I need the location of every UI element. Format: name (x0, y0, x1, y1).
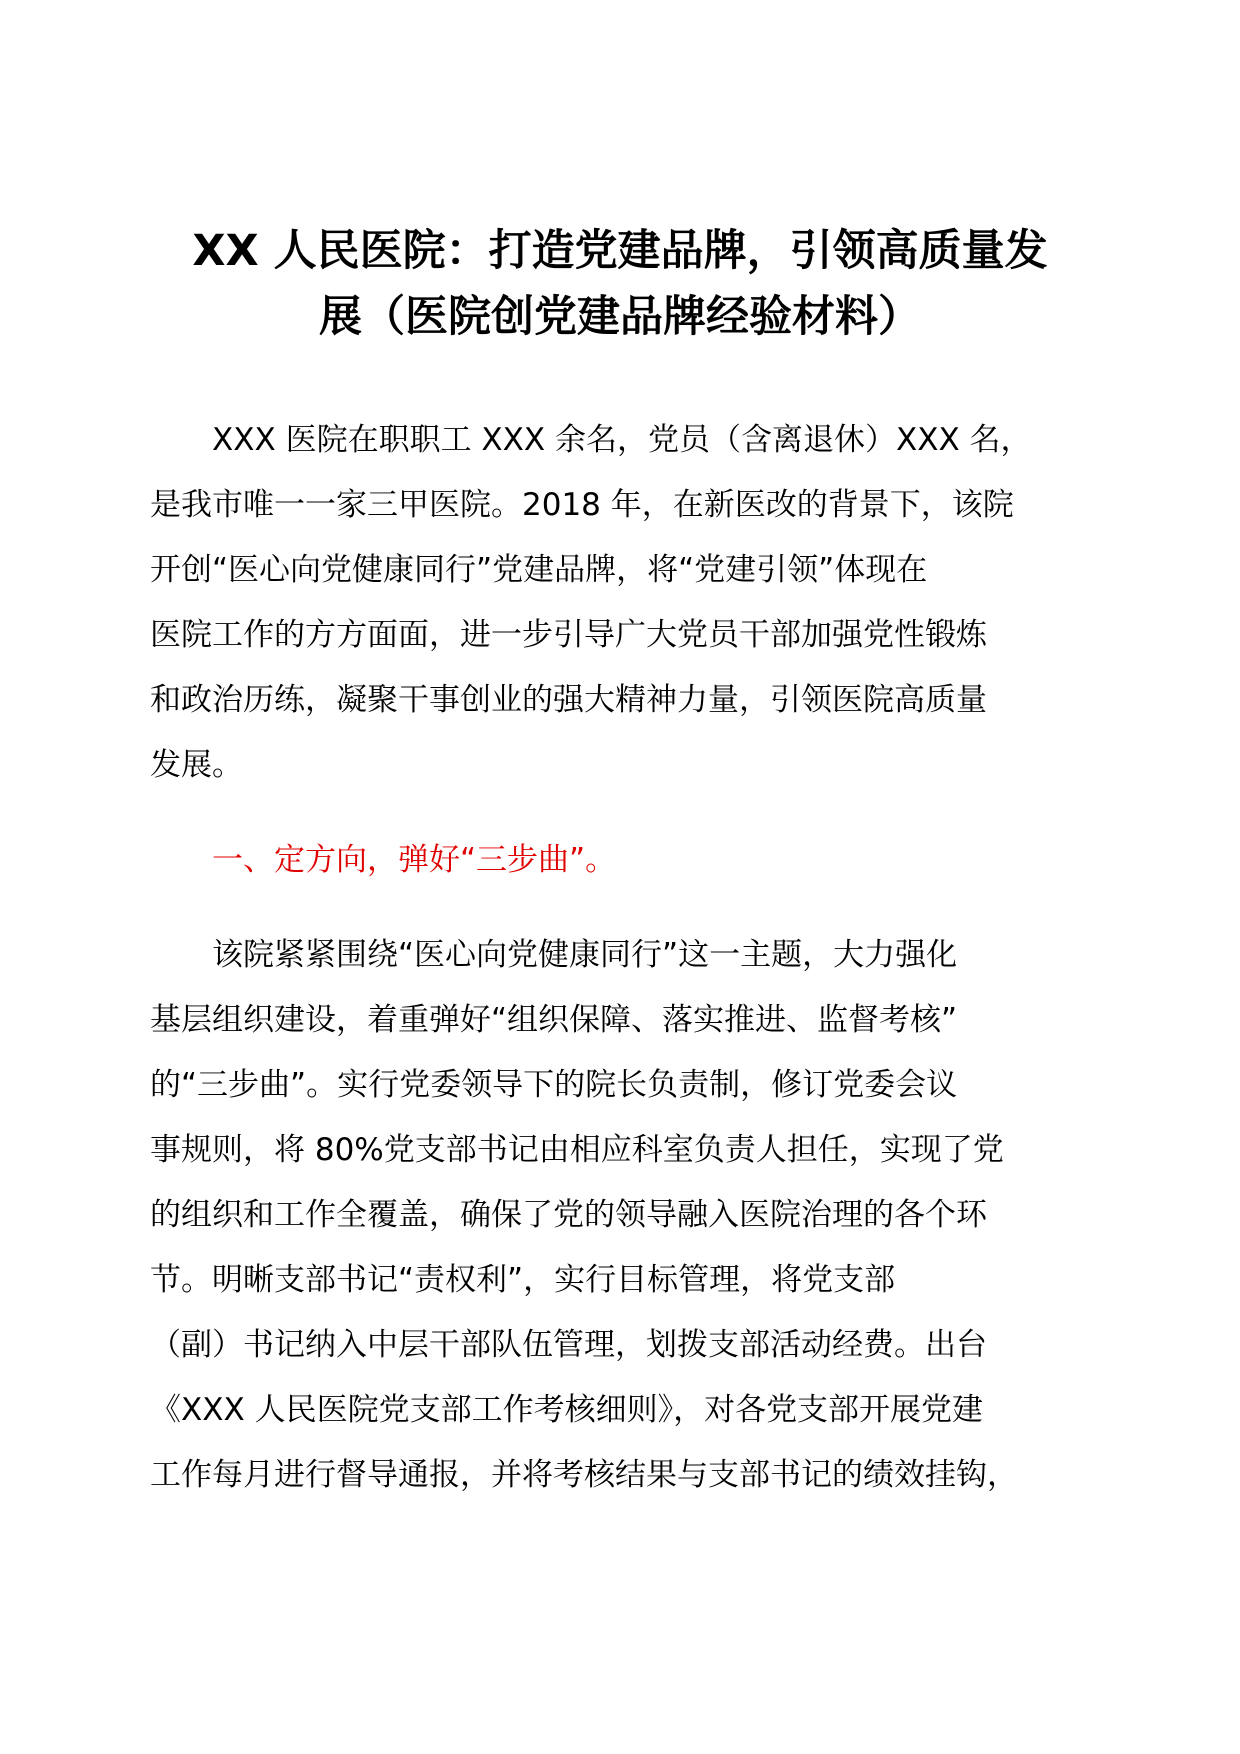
text-line: 《XXX 人民医院党支部工作考核细则》，对各党支部开展党建 (150, 1392, 984, 1428)
text-line: 事规则，将 80%党支部书记由相应科室负责人担任，实现了党 (150, 1132, 1004, 1168)
text-line: 医院工作的方方面面，进一步引导广大党员干部加强党性锻炼 (150, 617, 987, 653)
text-line: 开创“医心向党健康同行”党建品牌，将“党建引领”体现在 (150, 552, 928, 588)
title-line-2: 展（医院创党建品牌经验材料） (319, 292, 921, 342)
title-line-1: XX 人民医院：打造党建品牌，引领高质量发 (192, 226, 1048, 276)
text-line: 是我市唯一一家三甲医院。2018 年，在新医改的背景下，该院 (150, 487, 1014, 523)
section-paragraph (150, 923, 1090, 1508)
text-line: 的“三步曲”。实行党委领导下的院长负责制，修订党委会议 (150, 1067, 958, 1103)
text-line: XXX 医院在职职工 XXX 余名，党员（含离退休）XXX 名， (212, 422, 1032, 458)
intro-paragraph (150, 408, 1090, 798)
text-line: 和政治历练，凝聚干事创业的强大精神力量，引领医院高质量 (150, 682, 987, 718)
text-line: （副）书记纳入中层干部队伍管理，划拨支部活动经费。出台 (150, 1327, 987, 1363)
text-line: 节。明晰支部书记“责权利”，实行目标管理，将党支部 (150, 1262, 896, 1298)
section-heading: 一、定方向，弹好“三步曲”。 (212, 842, 617, 878)
text-line: 发展。 (150, 747, 243, 783)
text-line: 的组织和工作全覆盖，确保了党的领导融入医院治理的各个环 (150, 1197, 987, 1233)
text-line: 基层组织建设，着重弹好“组织保障、落实推进、监督考核” (150, 1002, 958, 1038)
text-line: 该院紧紧围绕“医心向党健康同行”这一主题，大力强化 (212, 937, 958, 973)
text-line: 工作每月进行督导通报，并将考核结果与支部书记的绩效挂钩， (150, 1457, 1018, 1493)
document-title (140, 218, 1100, 350)
document-body (150, 408, 1090, 1508)
